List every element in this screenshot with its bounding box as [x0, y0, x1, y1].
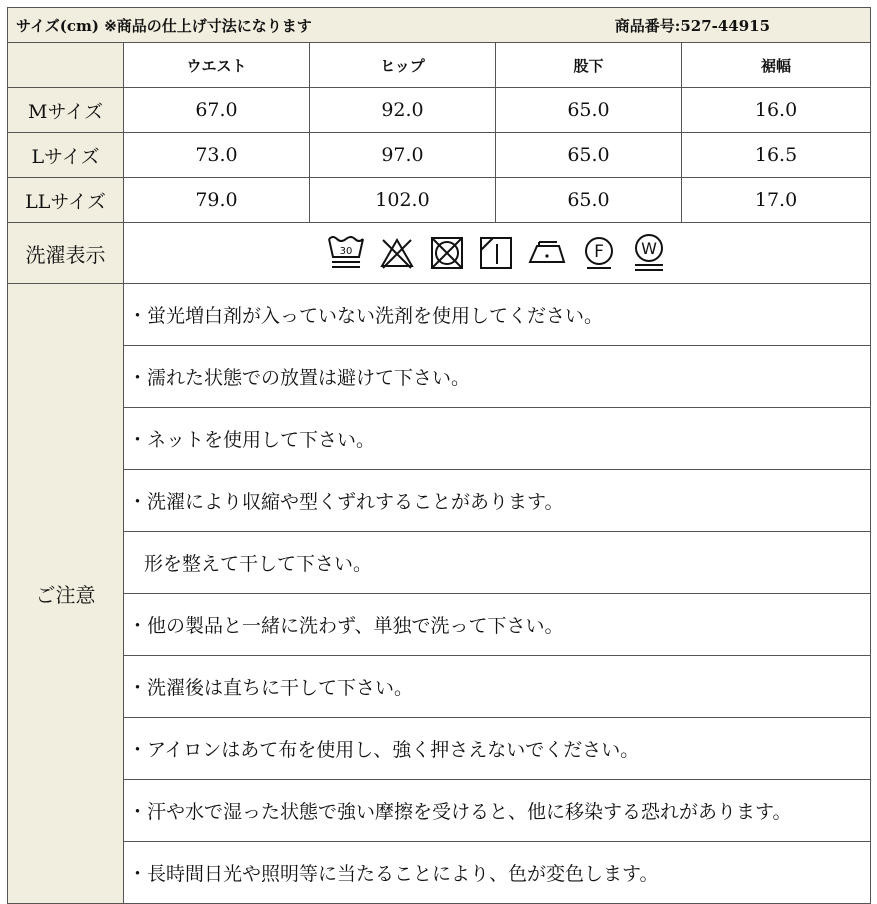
- wash-temp-text: 30: [339, 246, 353, 257]
- column-header-row: [8, 43, 871, 88]
- size-value: 97.0: [310, 133, 496, 178]
- note-item: ・洗濯により収縮や型くずれすることがあります。: [124, 470, 871, 532]
- iron-low-icon: [527, 236, 567, 270]
- no-tumble-dry-icon: [429, 236, 465, 270]
- column-header: 裾幅: [682, 43, 871, 88]
- care-label-row: [8, 223, 871, 284]
- note-item: ・濡れた状態での放置は避けて下さい。: [124, 346, 871, 408]
- product-number: 商品番号:527-44915: [614, 16, 771, 35]
- size-value: 17.0: [682, 178, 871, 223]
- column-header: 股下: [496, 43, 682, 88]
- size-row: [8, 178, 871, 223]
- no-bleach-icon: [379, 236, 415, 270]
- note-row: [8, 842, 871, 904]
- note-item: ・アイロンはあて布を使用し、強く押さえないでください。: [124, 718, 871, 780]
- care-icons-cell: [124, 223, 871, 284]
- size-value: 67.0: [124, 88, 310, 133]
- header-cell: [8, 8, 871, 43]
- note-row: [8, 284, 871, 346]
- table-header-row: [8, 8, 871, 43]
- size-value: 16.0: [682, 88, 871, 133]
- dry-clean-f-icon: [581, 235, 617, 271]
- wetclean-letter: W: [641, 239, 657, 258]
- size-value: 73.0: [124, 133, 310, 178]
- column-header: ヒップ: [310, 43, 496, 88]
- column-header: ウエスト: [124, 43, 310, 88]
- size-value: 92.0: [310, 88, 496, 133]
- note-row: [8, 346, 871, 408]
- dryclean-letter: F: [594, 242, 604, 262]
- note-row: [8, 656, 871, 718]
- size-value: 65.0: [496, 133, 682, 178]
- size-row: [8, 88, 871, 133]
- size-row: [8, 133, 871, 178]
- note-item: ・長時間日光や照明等に当たることにより、色が変色します。: [124, 842, 871, 904]
- size-value: 102.0: [310, 178, 496, 223]
- size-value: 16.5: [682, 133, 871, 178]
- note-row: [8, 594, 871, 656]
- note-item: ・洗濯後は直ちに干して下さい。: [124, 656, 871, 718]
- wash-30-gentle-icon: [327, 235, 365, 271]
- note-item: ・他の製品と一緒に洗わず、単独で洗って下さい。: [124, 594, 871, 656]
- wet-clean-w-icon: [631, 233, 667, 273]
- note-row: [8, 532, 871, 594]
- note-item: 形を整えて干して下さい。: [124, 532, 871, 594]
- size-unit-note: サイズ(cm) ※商品の仕上げ寸法になります: [16, 16, 312, 35]
- note-item: ・蛍光増白剤が入っていない洗剤を使用してください。: [124, 284, 871, 346]
- size-value: 65.0: [496, 88, 682, 133]
- size-label: Lサイズ: [8, 133, 124, 178]
- note-row: [8, 470, 871, 532]
- size-value: 79.0: [124, 178, 310, 223]
- drip-dry-shade-icon: [479, 236, 513, 270]
- note-row: [8, 780, 871, 842]
- note-row: [8, 718, 871, 780]
- size-value: 65.0: [496, 178, 682, 223]
- size-care-table: [7, 7, 871, 904]
- care-icons: [124, 233, 870, 273]
- corner-cell: [8, 43, 124, 88]
- note-row: [8, 408, 871, 470]
- care-label: 洗濯表示: [8, 223, 124, 284]
- notes-label: ご注意: [8, 284, 124, 904]
- size-label: Mサイズ: [8, 88, 124, 133]
- note-item: ・汗や水で湿った状態で強い摩擦を受けると、他に移染する恐れがあります。: [124, 780, 871, 842]
- note-item: ・ネットを使用して下さい。: [124, 408, 871, 470]
- size-label: LLサイズ: [8, 178, 124, 223]
